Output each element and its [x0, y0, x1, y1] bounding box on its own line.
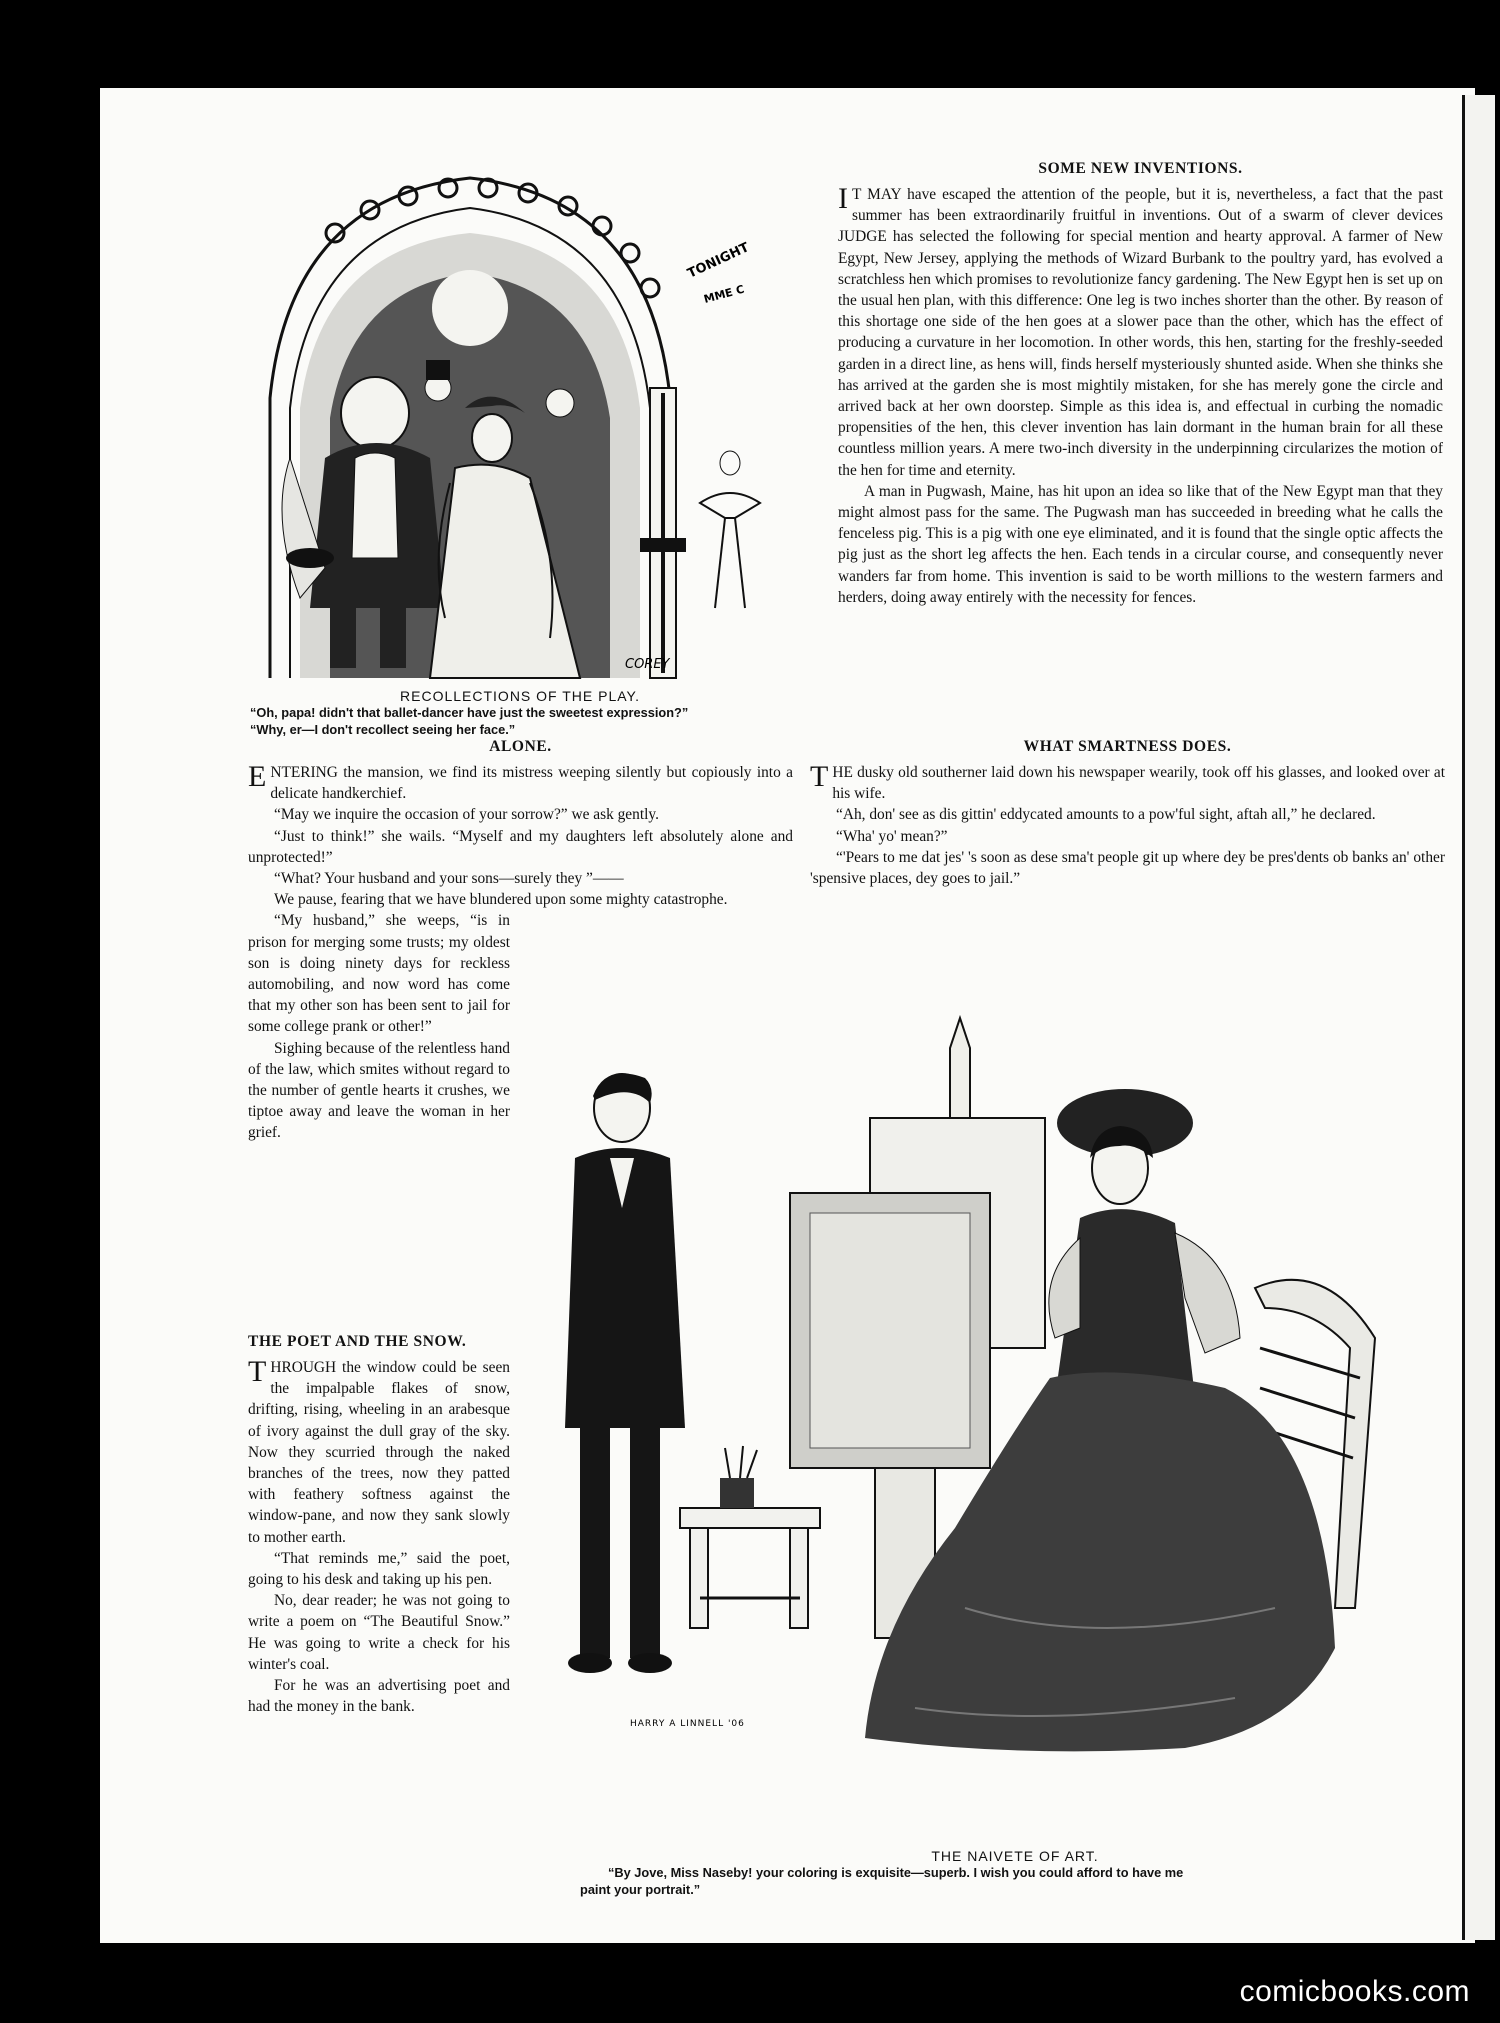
article-paragraph: Sighing because of the relentless hand of the law, which smites without regard to the number of gentle hearts it crushes, we tiptoe away and leave the woman in her grief.	[248, 1039, 510, 1142]
caption-title: RECOLLECTIONS OF THE PLAY.	[400, 688, 640, 704]
caption-line-2: “Why, er—I don't recollect seeing her face.”	[250, 722, 516, 737]
article-title: WHAT SMARTNESS DOES.	[1023, 738, 1232, 755]
caption-line-2: paint your portrait.”	[580, 1882, 701, 1897]
article-paragraph: We pause, fearing that we have blundered upon some mighty catastrophe.	[274, 891, 728, 909]
article-paragraph: “Just to think!” she wails. “Myself and my daughters left absolutely alone and unprotected!”	[248, 827, 793, 866]
article-paragraph: “'Pears to me dat jes' 's soon as dese sma't people git up where dey be pres'dents ob banks an' other 'spensive places, dey goes to jail.”	[810, 848, 1445, 888]
article-title: SOME NEW INVENTIONS.	[1038, 160, 1243, 177]
article-title: ALONE.	[489, 738, 552, 755]
illustration-signature: HARRY A LINNELL '06	[630, 1719, 745, 1729]
recollections-cartoon	[230, 138, 790, 683]
cartoon-drawing	[230, 138, 790, 683]
article-what-smartness-does	[810, 738, 1445, 889]
article-some-new-inventions	[838, 160, 1443, 608]
facing-page-edge	[1462, 95, 1495, 1940]
sign-text-mme: MME C	[702, 282, 746, 306]
sign-text-tonight: TONIGHT	[685, 240, 752, 282]
caption-title: THE NAIVETE OF ART.	[931, 1848, 1099, 1864]
article-paragraph: “Wha' yo' mean?”	[836, 827, 948, 845]
article-poet-and-snow	[248, 1333, 510, 1717]
recollections-caption	[250, 688, 790, 738]
article-paragraph: THE dusky old southerner laid down his newspaper wearily, took off his glasses, and looked over at his wife.	[810, 760, 1445, 803]
article-paragraph: A man in Pugwash, Maine, has hit upon an idea so like that of the New Egypt man that they might almost pass for the same. The Pugwash man has succeeded in breeding what he calls the fenceless pig. This is a pig with one eye eliminated, and it is found that the single optic affects the pig just as the short leg affects the hen. Each tends in a circular course, and consequently never wanders far from home. This invention is said to be worth millions to the western farmers and herders, doing away entirely with the necessity for fences.	[838, 482, 1443, 606]
naivete-of-art-illustration	[535, 1008, 1445, 1838]
article-paragraph: “That reminds me,” said the poet, going to his desk and taking up his pen.	[248, 1549, 510, 1589]
article-paragraph: “What? Your husband and your sons—surely they ”——	[274, 870, 624, 888]
article-paragraph: “My husband,” she weeps, “is in prison for merging some trusts; my oldest son is doing ninety days for reckless automobiling, and now word has come that my other son has been sent to jail for some college prank or other!”	[248, 912, 510, 1036]
article-paragraph: ENTERING the mansion, we find its mistress weeping silently but copiously into a delicate handkerchief.	[248, 760, 793, 803]
illustration-drawing	[535, 1008, 1445, 1838]
site-watermark: comicbooks.com	[1239, 1975, 1470, 2008]
naivete-caption	[580, 1848, 1410, 1898]
cartoon-signature: COREY	[625, 657, 670, 672]
article-paragraph: “Ah, don' see as dis gittin' eddycated amounts to a pow'ful sight, aftah all,” he declared.	[836, 806, 1376, 824]
article-paragraph: For he was an advertising poet and had the money in the bank.	[248, 1677, 510, 1716]
caption-line-1: “By Jove, Miss Naseby! your coloring is exquisite—superb. I wish you could afford to have me	[608, 1865, 1184, 1880]
article-paragraph: IT MAY have escaped the attention of the people, but it is, nevertheless, a fact that the past summer has been extraordinarily fruitful in inventions. Out of a swarm of clever devices JUDGE has selected the following for special mention and hearty approval. A farmer of New Egypt, New Jersey, applying the methods of Wizard Burbank to the poultry yard, has evolved a scratchless hen which promises to revolutionize fancy gardening. The New Egypt hen is set up on the usual hen plan, with this difference: One leg is two inches shorter than the other. By reason of this shortage one side of the hen goes at a slower pace than the other, which has the effect of producing a curvature in her locomotion. In other words, this hen, starting for the freshly-seeded garden in a direct line, as hens will, finds herself mysteriously shunted aside. When she thinks she has arrived at the garden she is most mightily mistaken, for she has merely gone the circle and arrived back at her own doorstep. Simple as this idea is, and effectual in curbing the nomadic propensities of the hen, this clever invention has lain dormant in the human brain for all these countless million years. A mere two-inch diversity in the underpinning circularizes the motion of the hen for time and eternity.	[838, 182, 1443, 479]
magazine-page	[100, 88, 1475, 1943]
caption-line-1: “Oh, papa! didn't that ballet-dancer have just the sweetest expression?”	[250, 705, 689, 720]
article-paragraph: THROUGH the window could be seen the impalpable flakes of snow, drifting, rising, wheeling in an arabesque of ivory against the dull gray of the sky. Now they scurried through the naked branches of the trees, now they patted with feathery softness against the window-pane, and now they sank slowly to mother earth.	[248, 1355, 510, 1546]
article-title: THE POET AND THE SNOW.	[248, 1333, 467, 1350]
article-paragraph: No, dear reader; he was not going to write a poem on “The Beautiful Snow.” He was going to write a check for his winter's coal.	[248, 1592, 510, 1673]
article-paragraph: “May we inquire the occasion of your sorrow?” we ask gently.	[274, 806, 659, 824]
